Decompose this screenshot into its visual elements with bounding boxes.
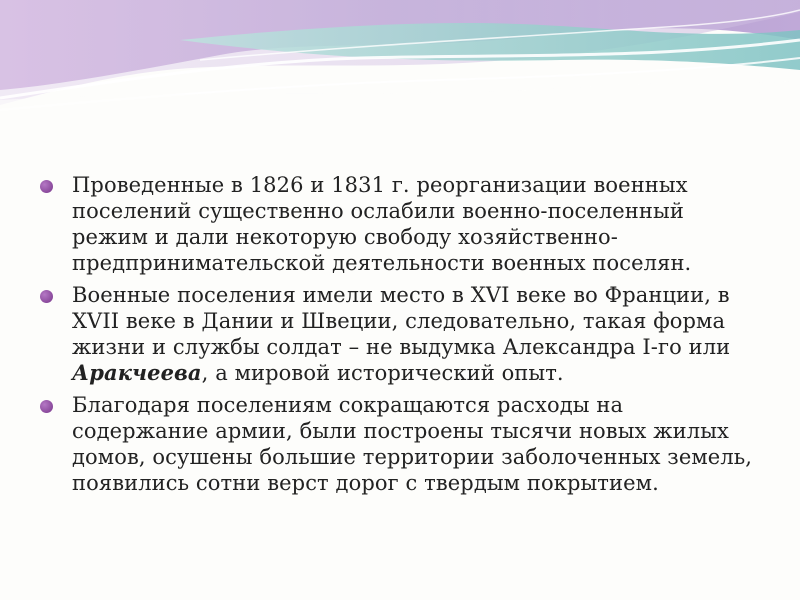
bullet-item-3 [36,392,756,496]
bullet-text-2-after: , а мировой исторический опыт. [201,361,564,385]
decorative-wave-header [0,0,800,160]
bullet-item-1 [36,172,756,276]
bullet-text-3: Благодаря поселениям сокращаются расходы на содержание армии, были построены тысячи новых жилых домов, осушены большие территории заболоченных земель, появились сотни верст дорог с твердым покрытием. [72,393,753,495]
bullet-text-1: Проведенные в 1826 и 1831 г. реорганизации военных поселений существенно ослабили военно-поселенный режим и дали некоторую свободу хозяйственно-предпринимательской деятельности военных поселян. [72,173,692,275]
bullet-list [36,172,756,502]
bullet-text-2-emphasis: Аракчеева [72,360,202,385]
bullet-dot-icon [40,290,53,303]
bullet-dot-icon [40,400,53,413]
wave-soft-fade [0,80,800,140]
bullet-dot-icon [40,180,53,193]
bullet-text-2-before: Военные поселения имели место в XVI веке во Франции, в XVII веке в Дании и Швеции, следовательно, такая форма жизни и службы солдат – не выдумка Александра I-го или [72,283,731,359]
bullet-item-2 [36,282,756,386]
